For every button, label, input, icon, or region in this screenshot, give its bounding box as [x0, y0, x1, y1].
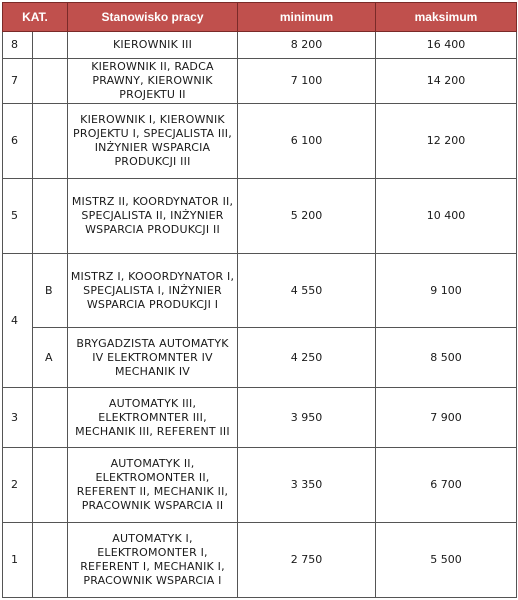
- minimum-cell: 4 550: [238, 254, 376, 328]
- table-row: [3, 523, 517, 598]
- category-cell: 2: [3, 448, 33, 523]
- subcategory-cell: [33, 448, 68, 523]
- minimum-cell: 6 100: [238, 104, 376, 179]
- maximum-cell: 14 200: [376, 59, 517, 104]
- subcategory-cell: A: [33, 328, 68, 388]
- table-row: [3, 59, 517, 104]
- category-cell: 6: [3, 104, 33, 179]
- subcategory-cell: [33, 388, 68, 448]
- category-cell: 8: [3, 32, 33, 59]
- table-row: [3, 388, 517, 448]
- category-cell: 7: [3, 59, 33, 104]
- minimum-cell: 4 250: [238, 328, 376, 388]
- maximum-cell: 6 700: [376, 448, 517, 523]
- header-maximum: maksimum: [376, 3, 517, 32]
- header-kat: KAT.: [3, 3, 68, 32]
- table-row: [3, 179, 517, 254]
- position-cell: AUTOMATYK III, ELEKTROMNTER III, MECHANIK III, REFERENT III: [68, 388, 238, 448]
- subcategory-cell: [33, 59, 68, 104]
- category-cell: 5: [3, 179, 33, 254]
- maximum-cell: 8 500: [376, 328, 517, 388]
- maximum-cell: 7 900: [376, 388, 517, 448]
- position-cell: MISTRZ I, KOOORDYNATOR I, SPECJALISTA I, INŻYNIER WSPARCIA PRODUKCJI I: [68, 254, 238, 328]
- header-position: Stanowisko pracy: [68, 3, 238, 32]
- table-row: [3, 448, 517, 523]
- subcategory-cell: [33, 523, 68, 598]
- maximum-cell: 9 100: [376, 254, 517, 328]
- maximum-cell: 16 400: [376, 32, 517, 59]
- category-cell: 1: [3, 523, 33, 598]
- position-cell: KIEROWNIK I, KIEROWNIK PROJEKTU I, SPECJALISTA III, INŻYNIER WSPARCIA PRODUKCJI III: [68, 104, 238, 179]
- category-cell: 4: [3, 254, 33, 388]
- position-cell: KIEROWNIK III: [68, 32, 238, 59]
- subcategory-cell: B: [33, 254, 68, 328]
- maximum-cell: 10 400: [376, 179, 517, 254]
- minimum-cell: 8 200: [238, 32, 376, 59]
- minimum-cell: 7 100: [238, 59, 376, 104]
- position-cell: BRYGADZISTA AUTOMATYK IV ELEKTROMNTER IV MECHANIK IV: [68, 328, 238, 388]
- minimum-cell: 2 750: [238, 523, 376, 598]
- minimum-cell: 3 950: [238, 388, 376, 448]
- position-cell: MISTRZ II, KOORDYNATOR II, SPECJALISTA II, INŻYNIER WSPARCIA PRODUKCJI II: [68, 179, 238, 254]
- table-row: [3, 32, 517, 59]
- position-cell: KIEROWNIK II, RADCA PRAWNY, KIEROWNIK PROJEKTU II: [68, 59, 238, 104]
- header-minimum: minimum: [238, 3, 376, 32]
- table-row: [3, 328, 517, 388]
- subcategory-cell: [33, 104, 68, 179]
- category-cell: 3: [3, 388, 33, 448]
- minimum-cell: 3 350: [238, 448, 376, 523]
- position-cell: AUTOMATYK I, ELEKTROMONTER I, REFERENT I, MECHANIK I, PRACOWNIK WSPARCIA I: [68, 523, 238, 598]
- position-cell: AUTOMATYK II, ELEKTROMONTER II, REFERENT II, MECHANIK II, PRACOWNIK WSPARCIA II: [68, 448, 238, 523]
- salary-table: [2, 2, 517, 598]
- subcategory-cell: [33, 179, 68, 254]
- maximum-cell: 12 200: [376, 104, 517, 179]
- maximum-cell: 5 500: [376, 523, 517, 598]
- minimum-cell: 5 200: [238, 179, 376, 254]
- table-row: [3, 104, 517, 179]
- table-header-row: [3, 3, 517, 32]
- table-row: [3, 254, 517, 328]
- subcategory-cell: [33, 32, 68, 59]
